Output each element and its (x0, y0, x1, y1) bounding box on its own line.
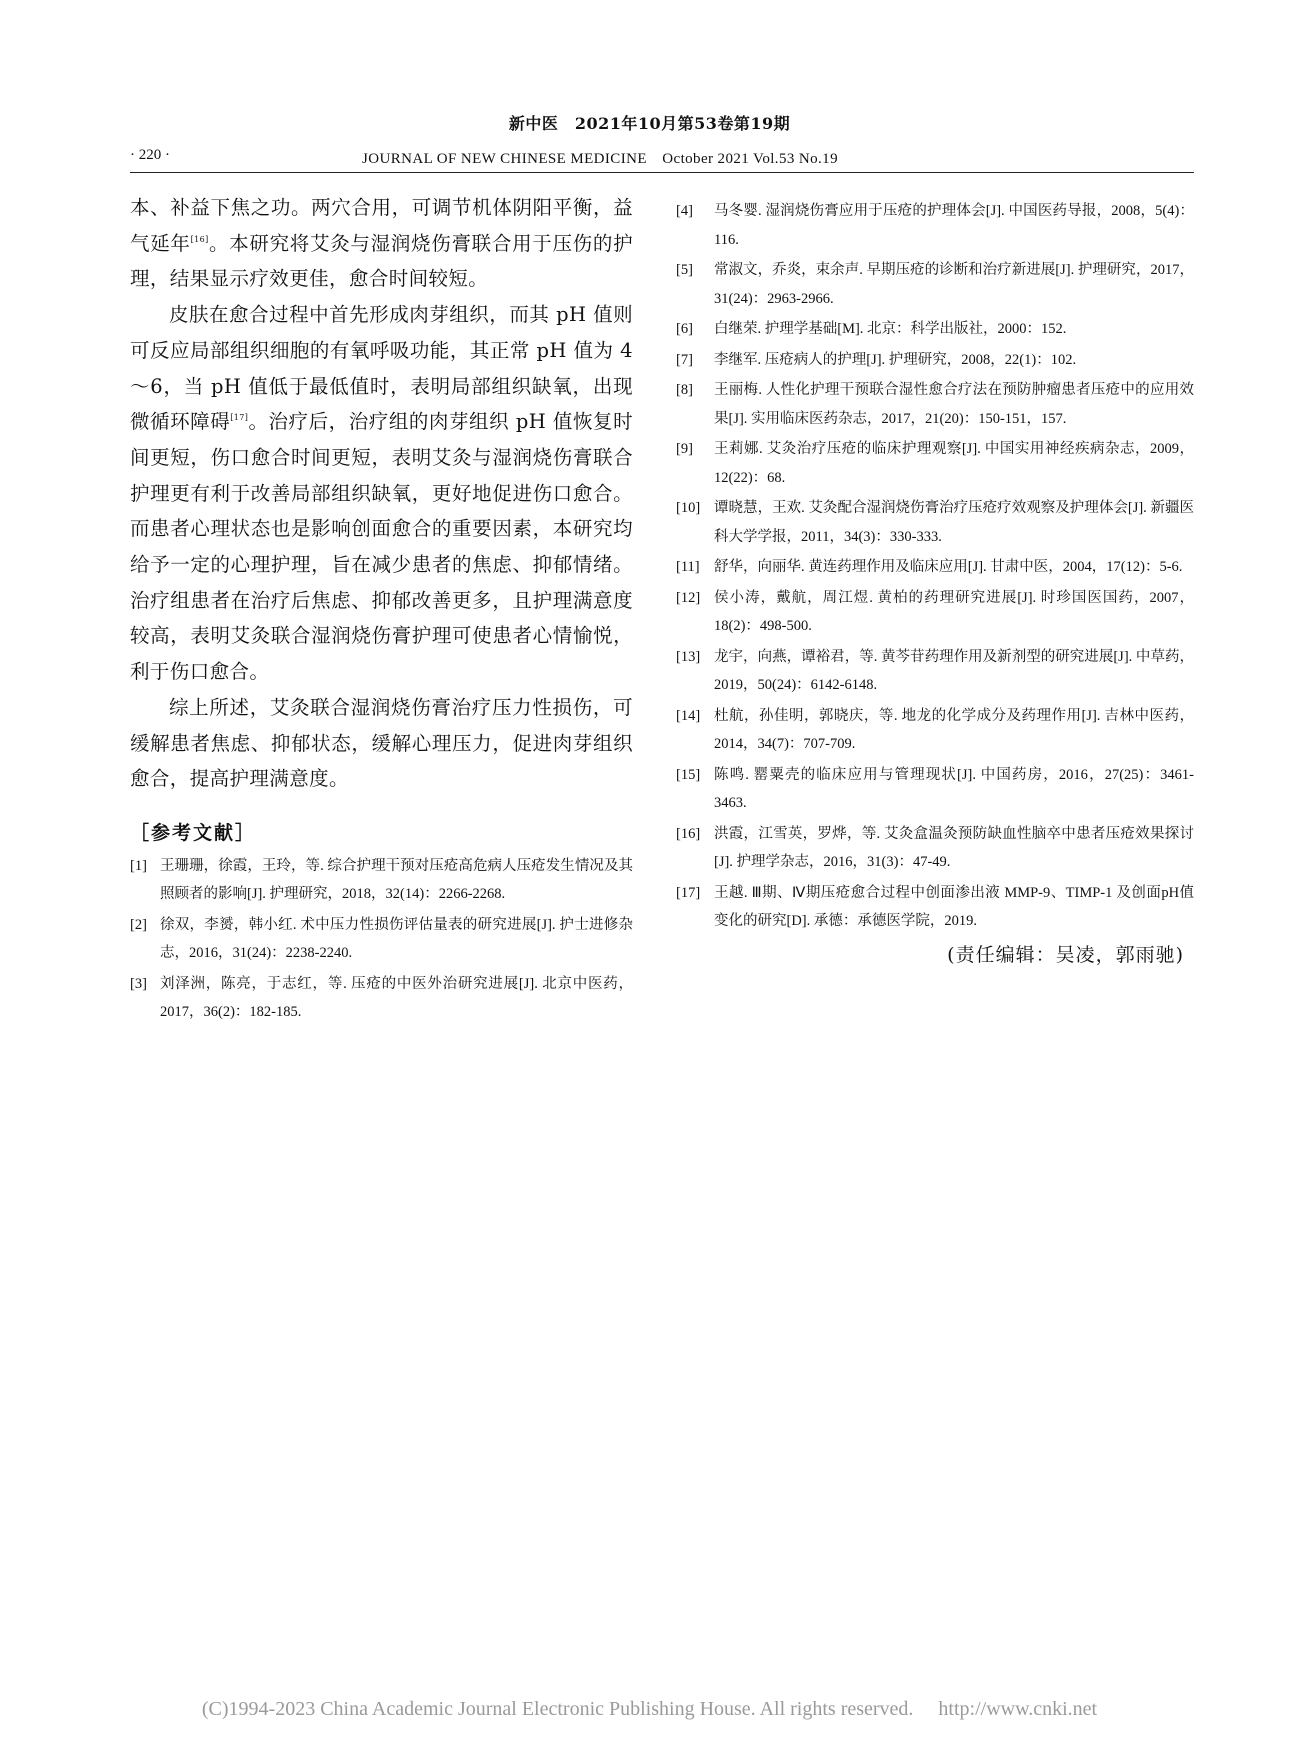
journal-header-title: 新中医 2021年10月第53卷第19期 (508, 114, 791, 133)
reference-number: [1] (130, 857, 147, 874)
responsible-editor: (责任编辑：吴凌，郭雨驰) (947, 943, 1184, 966)
reference-text: 徐双，李赟，韩小红. 术中压力性损伤评估量表的研究进展[J]. 护士进修杂志，2016，31(24)：2238-2240. (160, 916, 633, 962)
body-paragraph-1: 本、补益下焦之功。两穴合用，可调节机体阴阳平衡，益气延年[16]。本研究将艾灸与湿润烧伤膏联合用于压伤的护理，结果显示疗效更佳，愈合时间较短。 (130, 196, 633, 291)
reference-item (676, 584, 1194, 641)
citation-16[interactable]: [16] (190, 234, 209, 244)
reference-item (676, 256, 1194, 313)
reference-number: [17] (676, 884, 701, 901)
reference-item (676, 376, 1194, 433)
reference-number: [16] (676, 825, 701, 842)
reference-item (676, 494, 1194, 551)
body-paragraph-2: 皮肤在愈合过程中首先形成肉芽组织，而其 pH 值则可反应局部组织细胞的有氧呼吸功能，其正常 pH 值为 4～6，当 pH 值低于最低值时，表明局部组织缺氧，出现微循环障碍[17]。治疗后，治疗组的肉芽组织 pH 值恢复时间更短，伤口愈合时间更短，表明艾灸与湿润烧伤膏联合护理更有利于改善局部组织缺氧，更好地促进伤口愈合。而患者心理状态也是影响创面愈合的重要因素，本研究均给予一定的心理护理，旨在减少患者的焦虑、抑郁情绪。治疗组患者在治疗后焦虑、抑郁改善更多，且护理满意度较高，表明艾灸联合湿润烧伤膏护理可使患者心情愉悦，利于伤口愈合。 (130, 303, 633, 684)
reference-text: 刘泽洲，陈亮，于志红，等. 压疮的中医外治研究进展[J]. 北京中医药，2017，36(2)：182-185. (160, 975, 633, 1021)
reference-list-left (130, 852, 633, 1027)
reference-item (676, 553, 1194, 582)
reference-text: 侯小涛，戴航，周江煜. 黄柏的药理研究进展[J]. 时珍国医国药，2007，18(2)：498-500. (714, 589, 1194, 634)
reference-number: [3] (130, 975, 147, 992)
right-column (676, 190, 1194, 967)
reference-text: 马冬婴. 湿润烧伤膏应用于压疮的护理体会[J]. 中国医药导报，2008，5(4)：116. (714, 203, 1194, 248)
reference-text: 舒华，向丽华. 黄连药理作用及临床应用[J]. 甘肃中医，2004，17(12)：5-6. (714, 559, 1183, 575)
reference-item (676, 315, 1194, 344)
reference-number: [15] (676, 766, 701, 783)
reference-item (130, 970, 633, 1027)
header-rule (130, 172, 1194, 173)
reference-item (676, 435, 1194, 492)
reference-text: 谭晓慧，王欢. 艾灸配合湿润烧伤膏治疗压疮疗效观察及护理体会[J]. 新疆医科大学学报，2011，34(3)：330-333. (714, 500, 1194, 545)
reference-text: 杜航，孙佳明，郭晓庆，等. 地龙的化学成分及药理作用[J]. 吉林中医药，2014，34(7)：707-709. (714, 707, 1194, 752)
reference-item (676, 643, 1194, 700)
journal-english-title: JOURNAL OF NEW CHINESE MEDICINE October 2021 Vol.53 No.19 (362, 151, 838, 167)
reference-text: 白继荣. 护理学基础[M]. 北京：科学出版社，2000：152. (714, 321, 1067, 337)
page-number: · 220 · (130, 147, 170, 163)
reference-text: 王珊珊，徐霞，王玲，等. 综合护理干预对压疮高危病人压疮发生情况及其照顾者的影响[J]. 护理研究，2018，32(14)：2266-2268. (160, 857, 633, 903)
reference-item (676, 702, 1194, 759)
reference-item (130, 911, 633, 968)
reference-number: [7] (676, 351, 693, 368)
reference-number: [12] (676, 589, 701, 606)
reference-item (130, 852, 633, 909)
reference-number: [14] (676, 707, 701, 724)
citation-17[interactable]: [17] (230, 413, 249, 423)
reference-number: [10] (676, 500, 701, 516)
reference-list-right (676, 197, 1194, 936)
reference-number: [9] (676, 441, 693, 457)
reference-text: 陈鸣. 罂粟壳的临床应用与管理现状[J]. 中国药房，2016，27(25)：3461-3463. (714, 766, 1194, 811)
left-column (130, 190, 633, 1029)
reference-text: 王丽梅. 人性化护理干预联合湿性愈合疗法在预防肿瘤患者压疮中的应用效果[J]. 实用临床医药杂志，2017，21(20)：150-151，157. (714, 382, 1194, 427)
reference-number: [6] (676, 321, 693, 337)
reference-number: [8] (676, 382, 693, 398)
reference-item (676, 879, 1194, 936)
reference-item (676, 197, 1194, 254)
reference-number: [5] (676, 262, 693, 278)
reference-text: 常淑文，乔炎，束余声. 早期压疮的诊断和治疗新进展[J]. 护理研究，2017，31(24)：2963-2966. (714, 262, 1194, 307)
reference-text: 洪霞，江雪英，罗烨，等. 艾灸盒温灸预防缺血性脑卒中患者压疮效果探讨[J]. 护理学杂志，2016，31(3)：47-49. (714, 825, 1194, 870)
reference-number: [11] (676, 559, 700, 575)
reference-number: [2] (130, 916, 147, 933)
reference-text: 龙宇，向燕，谭裕君，等. 黄芩苷药理作用及新剂型的研究进展[J]. 中草药，2019，50(24)：6142-6148. (714, 648, 1194, 693)
reference-text: 李继军. 压疮病人的护理[J]. 护理研究，2008，22(1)：102. (714, 351, 1077, 368)
reference-number: [4] (676, 203, 693, 219)
reference-number: [13] (676, 648, 701, 665)
reference-item (676, 820, 1194, 877)
reference-item (676, 761, 1194, 818)
reference-item (676, 346, 1194, 375)
references-heading: ［参考文献］ (130, 821, 257, 844)
body-paragraph-3: 综上所述，艾灸联合湿润烧伤膏治疗压力性损伤，可缓解患者焦虑、抑郁状态，缓解心理压力，促进肉芽组织愈合，提高护理满意度。 (130, 695, 633, 791)
reference-text: 王越. Ⅲ期、Ⅳ期压疮愈合过程中创面渗出液 MMP-9、TIMP-1 及创面pH值变化的研究[D]. 承德：承德医学院，2019. (714, 884, 1194, 929)
reference-text: 王莉娜. 艾灸治疗压疮的临床护理观察[J]. 中国实用神经疾病杂志，2009，12(22)：68. (714, 441, 1194, 486)
copyright-footer: (C)1994-2023 China Academic Journal Electronic Publishing House. All rights reserved. http://www.cnki.net (201, 1698, 1098, 1720)
